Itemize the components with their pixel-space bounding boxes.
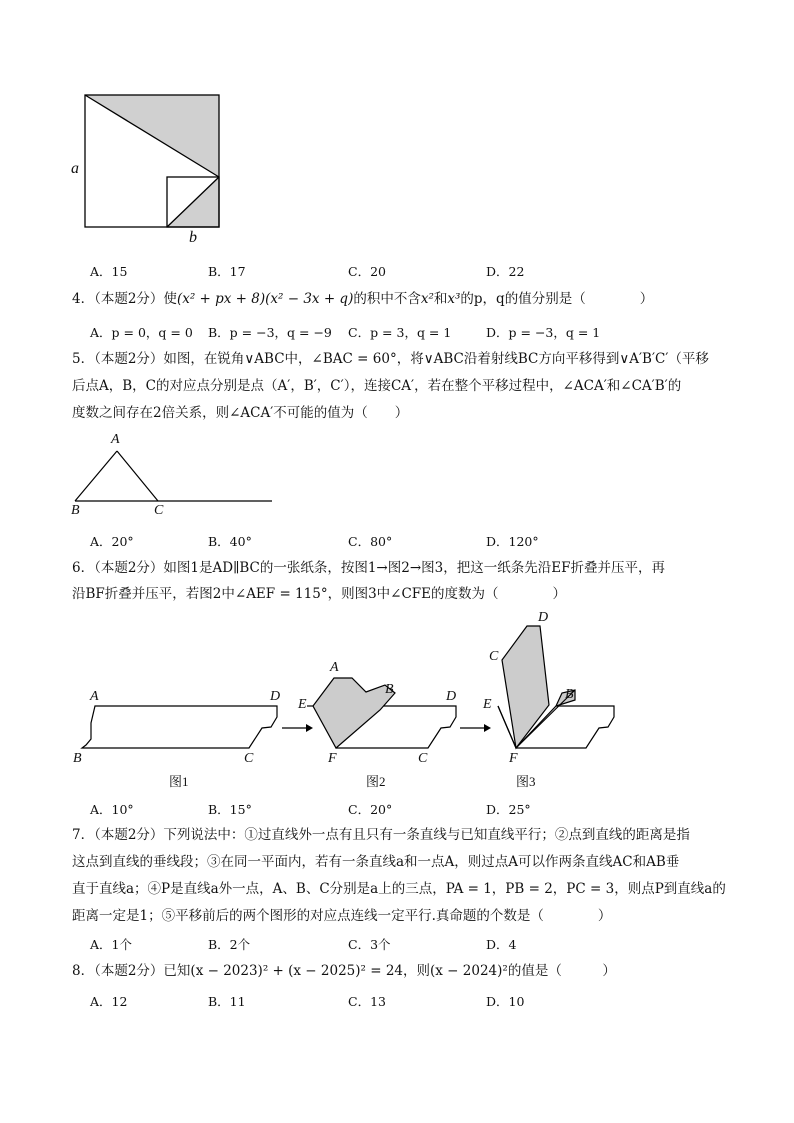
fig2-label-f: F <box>328 751 337 766</box>
q5-option-c[interactable]: C．80° <box>348 534 393 549</box>
fig3-upper-fold <box>502 626 549 748</box>
arrow-1-head <box>306 724 313 732</box>
q5-label-b: B <box>71 503 80 518</box>
label-a: a <box>71 160 79 177</box>
q7-line-4: 距离一定是1；⑤平移前后的两个图形的对应点连线一定平行.真命题的个数是（ ） <box>72 908 612 924</box>
q3-option-d[interactable]: D．22 <box>486 264 525 279</box>
fig2-folded-part <box>313 678 395 748</box>
q7-line-1: 7．（本题2分）下列说法中：①过直线外一点有且只有一条直线与已知直线平行；②点到直线的距离是指 <box>72 827 690 843</box>
fig3-caption: 图3 <box>516 774 536 789</box>
q4-term1: x² <box>420 291 434 307</box>
q5-option-a[interactable]: A．20° <box>90 534 134 549</box>
q7-line-2: 这点到直线的垂线段；③在同一平面内，若有一条直线a和一点A，则过点A可以作两条直线AC和AB垂 <box>72 854 680 870</box>
q8-line-1: 8．（本题2分）已知(x − 2023)² + (x − 2025)² = 24，则(x − 2024)²的值是（ ） <box>72 963 616 979</box>
q8-option-b[interactable]: B．11 <box>208 994 246 1009</box>
q8-option-c[interactable]: C．13 <box>348 994 386 1009</box>
q5-line-1: 5．（本题2分）如图，在锐角∨ABC中，∠BAC = 60°，将∨ABC沿着射线BC方向平移得到∨A′B′C′（平移 <box>72 351 709 367</box>
q4-expr1: (x² + px + 8) <box>176 291 266 307</box>
fig2-label-a: A <box>330 660 339 675</box>
q3-option-b[interactable]: B．17 <box>208 264 246 279</box>
q4-option-c[interactable]: C．p = 3，q = 1 <box>348 325 452 340</box>
q4-term2: x³ <box>447 291 461 307</box>
q4-suffix: 的p，q的值分别是（ ） <box>460 291 654 307</box>
fig1-label-c: C <box>244 751 254 766</box>
fig3-label-c: C <box>489 649 499 664</box>
q6-option-d[interactable]: D．25° <box>486 802 531 817</box>
fig2-caption: 图2 <box>366 774 386 789</box>
q4-mid: 的积中不含 <box>353 291 421 307</box>
q4-expr2: (x² − 3x + q) <box>265 291 354 307</box>
fig1-label-a: A <box>90 689 99 704</box>
q5-label-a: A <box>111 432 120 447</box>
q8-option-a[interactable]: A．12 <box>90 994 128 1009</box>
q6-option-a[interactable]: A．10° <box>90 802 134 817</box>
fig3-label-f: F <box>509 751 518 766</box>
q7-option-b[interactable]: B．2个 <box>208 937 251 952</box>
fig1-caption: 图1 <box>169 774 189 789</box>
fig2-label-b: B <box>385 682 394 697</box>
q4-option-a[interactable]: A．p = 0，q = 0 <box>90 325 193 340</box>
q7-option-a[interactable]: A．1个 <box>90 937 132 952</box>
q3-option-c[interactable]: C．20 <box>348 264 386 279</box>
fig2-label-e: E <box>298 697 307 712</box>
q8-option-d[interactable]: D．10 <box>486 994 525 1009</box>
q7-option-c[interactable]: C．3个 <box>348 937 391 952</box>
fig1-label-b: B <box>73 751 82 766</box>
q5-line-2: 后点A，B，C的对应点分别是点（A′，B′，C′），连接CA′，若在整个平移过程中，∠ACA′和∠CA′B′的 <box>72 378 682 394</box>
q7-option-d[interactable]: D．4 <box>486 937 517 952</box>
fig2-label-c: C <box>418 751 428 766</box>
q6-line-2: 沿BF折叠并压平，若图2中∠AEF = 115°，则图3中∠CFE的度数为（ ） <box>72 586 567 602</box>
q4-and: 和 <box>433 291 448 307</box>
q4-option-b[interactable]: B．p = −3，q = −9 <box>208 325 332 340</box>
q5-option-d[interactable]: D．120° <box>486 534 539 549</box>
q5-option-b[interactable]: B．40° <box>208 534 252 549</box>
arrow-2-head <box>484 724 491 732</box>
label-b: b <box>189 229 197 246</box>
q4-prefix: 4．（本题2分）使 <box>72 291 177 307</box>
q5-line-3: 度数之间存在2倍关系，则∠ACA′不可能的值为（ ） <box>72 405 409 421</box>
fig3-label-b: B <box>565 687 574 702</box>
q7-line-3: 直于直线a；④P是直线a外一点，A、B、C分别是a上的三点，PA = 1，PB = 2，PC = 3，则点P到直线a的 <box>72 881 726 897</box>
fig1-label-d: D <box>270 689 281 704</box>
fig3-label-e: E <box>483 697 492 712</box>
q4-option-d[interactable]: D．p = −3，q = 1 <box>486 325 601 340</box>
q3-option-a[interactable]: A．15 <box>90 264 128 279</box>
fig3-label-d: D <box>538 610 549 625</box>
q6-option-b[interactable]: B．15° <box>208 802 252 817</box>
q5-label-c: C <box>154 503 164 518</box>
q6-option-c[interactable]: C．20° <box>348 802 393 817</box>
fig1-strip <box>82 706 277 748</box>
fig2-label-d: D <box>446 689 457 704</box>
q6-line-1: 6．（本题2分）如图1是AD∥BC的一张纸条，按图1→图2→图3，把这一纸条先沿EF折叠并压平，再 <box>72 560 665 576</box>
